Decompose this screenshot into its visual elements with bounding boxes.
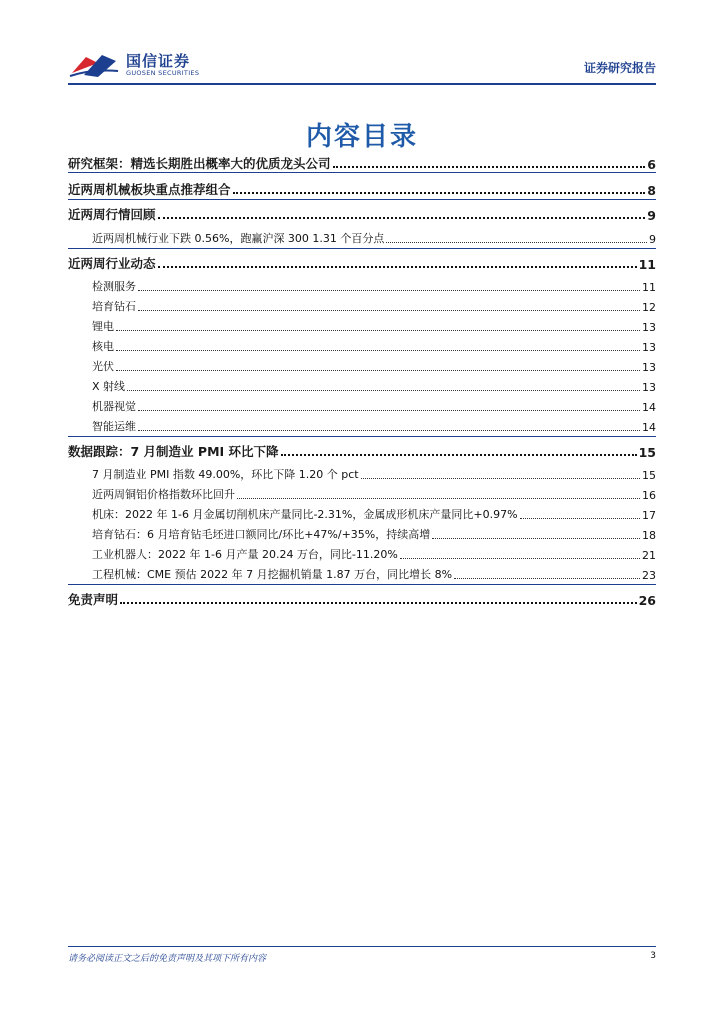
toc-entry-page: 26 [638, 593, 656, 608]
footer-divider [68, 946, 656, 947]
toc-entry-page: 9 [649, 233, 656, 246]
toc-divider [68, 172, 656, 173]
toc-entry-page: 15 [638, 445, 656, 460]
guosen-logo [68, 48, 218, 82]
toc-subentry[interactable] [68, 230, 656, 246]
toc-entry-label: 近两周机械板块重点推荐组合 [68, 182, 231, 197]
toc-subentry[interactable] [68, 418, 656, 434]
toc-entry-page: 13 [642, 361, 656, 374]
disclaimer-note: 请务必阅读正文之后的免责声明及其项下所有内容 [68, 954, 267, 964]
toc-leader [386, 242, 647, 243]
report-type-label: 证券研究报告 [583, 61, 656, 75]
toc-leader [361, 478, 640, 479]
toc-entry[interactable] [68, 180, 656, 198]
toc-entry-label: 近两周铜铝价格指数环比回升 [92, 488, 235, 501]
toc-leader [138, 410, 640, 411]
page-header [68, 48, 656, 82]
toc-entry-page: 15 [642, 469, 656, 482]
toc-entry-label: 近两周行情回顾 [68, 207, 156, 222]
toc-entry-label: X 射线 [92, 380, 126, 393]
brand-name-cn: 国信证券 [126, 52, 191, 70]
toc-entry-label: 锂电 [92, 320, 114, 333]
toc-entry-label: 数据跟踪：7 月制造业 PMI 环比下降 [68, 444, 279, 459]
toc-leader [127, 390, 640, 391]
toc-entry-page: 23 [642, 569, 656, 582]
toc-entry[interactable] [68, 205, 656, 223]
toc-entry-page: 13 [642, 341, 656, 354]
toc-leader [432, 538, 640, 539]
toc-entry-label: 机器视觉 [92, 400, 136, 413]
toc-entry-page: 18 [642, 529, 656, 542]
toc-entry-page: 13 [642, 321, 656, 334]
toc-subentry[interactable] [68, 466, 656, 482]
toc-entry-label: 智能运维 [92, 420, 136, 433]
toc-subentry[interactable] [68, 358, 656, 374]
toc-leader [454, 578, 640, 579]
toc-leader [116, 370, 640, 371]
toc-entry-page: 14 [642, 401, 656, 414]
toc-entry-label: 研究框架：精选长期胜出概率大的优质龙头公司 [68, 156, 331, 171]
toc-entry-page: 8 [647, 183, 656, 198]
toc-divider [68, 436, 656, 437]
toc-subentry[interactable] [68, 298, 656, 314]
toc-entry-label: 工程机械：CME 预估 2022 年 7 月挖掘机销量 1.87 万台，同比增长 8% [92, 568, 453, 581]
toc-entry-label: 近两周行业动态 [68, 256, 156, 271]
toc-divider [68, 248, 656, 249]
toc-leader [237, 498, 640, 499]
toc-entry-label: 机床：2022 年 1-6 月金属切削机床产量同比-2.31%，金属成形机床产量同比+0.97% [92, 508, 518, 521]
toc-subentry[interactable] [68, 278, 656, 294]
toc-entry-page: 13 [642, 381, 656, 394]
toc-leader [138, 430, 640, 431]
toc-entry[interactable] [68, 154, 656, 172]
toc-entry-page: 21 [642, 549, 656, 562]
toc-entry-label: 核电 [92, 340, 114, 353]
toc-entry-label: 检测服务 [92, 280, 136, 293]
toc-entry-page: 9 [647, 208, 656, 223]
toc-leader [138, 310, 640, 311]
toc-leader [116, 350, 640, 351]
page-number: 3 [650, 951, 656, 961]
toc-subentry[interactable] [68, 486, 656, 502]
toc-leader [120, 602, 637, 604]
toc-subentry[interactable] [68, 566, 656, 582]
toc-subentry[interactable] [68, 506, 656, 522]
toc-leader [281, 454, 637, 456]
toc-entry-page: 11 [638, 257, 656, 272]
toc-divider [68, 584, 656, 585]
toc-subentry[interactable] [68, 546, 656, 562]
brand-name-en: GUOSEN SECURITIES [126, 69, 200, 77]
toc-leader [138, 290, 640, 291]
toc-entry[interactable] [68, 254, 656, 272]
toc-subentry[interactable] [68, 526, 656, 542]
toc-leader [233, 192, 646, 194]
header-divider [68, 83, 656, 85]
toc-subentry[interactable] [68, 378, 656, 394]
toc-entry-page: 14 [642, 421, 656, 434]
toc-entry-page: 6 [647, 157, 656, 172]
toc-leader [520, 518, 640, 519]
toc-leader [116, 330, 640, 331]
toc-entry-page: 16 [642, 489, 656, 502]
toc-entry-label: 免责声明 [68, 592, 119, 607]
toc-entry-label: 光伏 [92, 360, 114, 373]
toc-entry-page: 17 [642, 509, 656, 522]
toc-entry-page: 11 [642, 281, 656, 294]
toc-leader [158, 217, 646, 219]
toc-divider [68, 199, 656, 200]
toc-entry[interactable] [68, 442, 656, 460]
toc-title: 内容目录 [305, 122, 418, 152]
toc-entry-label: 7 月制造业 PMI 指数 49.00%，环比下降 1.20 个 pct [92, 468, 359, 481]
toc-leader [333, 166, 646, 168]
toc-leader [400, 558, 640, 559]
toc-entry-label: 工业机器人：2022 年 1-6 月产量 20.24 万台，同比-11.20% [92, 548, 398, 561]
toc-subentry[interactable] [68, 318, 656, 334]
toc-entry-label: 培育钻石：6 月培育钻毛坯进口额同比/环比+47%/+35%，持续高增 [92, 528, 431, 541]
toc-subentry[interactable] [68, 338, 656, 354]
toc-entry[interactable] [68, 590, 656, 608]
toc-entry-label: 培育钻石 [92, 300, 136, 313]
toc-entry-page: 12 [642, 301, 656, 314]
toc-subentry[interactable] [68, 398, 656, 414]
toc-entry-label: 近两周机械行业下跌 0.56%，跑赢沪深 300 1.31 个百分点 [92, 232, 385, 245]
toc-leader [158, 266, 637, 268]
guosen-logo-icon [68, 49, 120, 79]
